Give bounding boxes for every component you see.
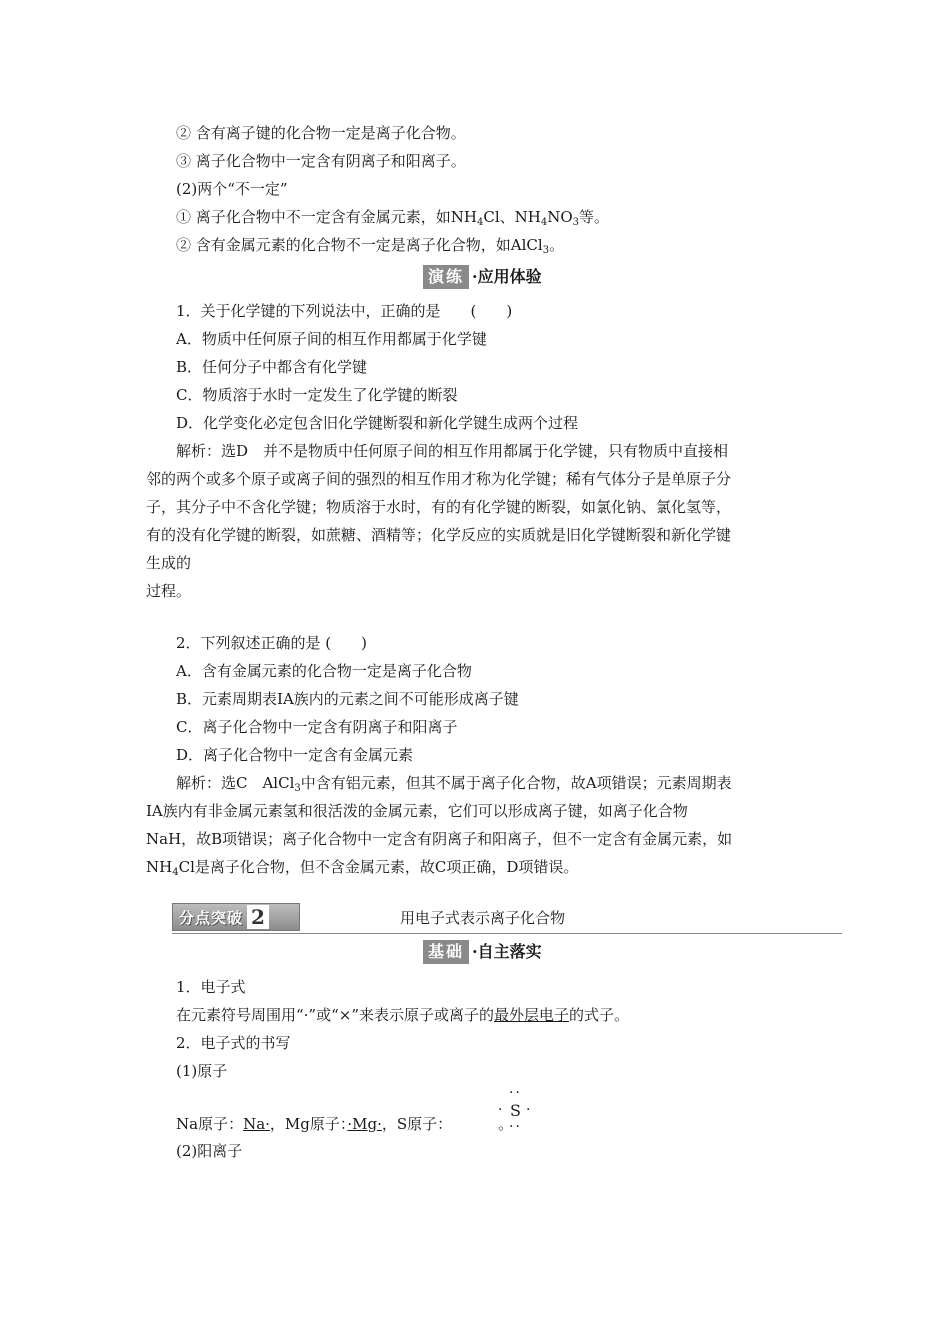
section-number: 2 [247,905,269,929]
text-fragment: 。 [549,236,565,254]
subscript: 4 [540,217,548,228]
text-fragment: NH [146,858,173,876]
section-title: 用电子式表示离子化合物 [400,909,566,927]
na-label: Na原子： [176,1115,244,1133]
end-mark: 。 [498,1115,514,1133]
content-heading: 1．电子式 [176,978,246,996]
option-c: C．离子化合物中一定含有阴离子和阳离子 [176,718,458,736]
explanation-line: 子，其分子中不含化学键；物质溶于水时，有的有化学键的断裂，如氯化钠、氯化氢等， [146,498,732,516]
explanation-line: 有的没有化学键的断裂，如蔗糖、酒精等；化学反应的实质就是旧化学键断裂和新化学键 [146,526,732,544]
explanation-line [176,773,732,799]
atom-formulas [176,1114,513,1134]
subscript: 3 [542,245,550,256]
mg-label: ，Mg原子： [269,1115,348,1133]
text-line: (2)两个“不一定” [176,180,288,198]
explanation-line: 过程。 [146,582,192,600]
text-fragment: ① 离子化合物中不一定含有金属元素，如NH [176,208,477,226]
option-a: A．含有金属元素的化合物一定是离子化合物 [176,662,472,680]
na-formula: Na· [243,1115,270,1133]
content-heading: 2．电子式的书写 [176,1034,291,1052]
explanation-line: 解析：选D 并不是物质中任何原子间的相互作用都属于化学键，只有物质中直接相 [176,442,729,460]
practice-heading [423,265,542,289]
text-fragment: 解析：选C AlCl [176,774,295,792]
section-banner-label: 分点突破 [179,908,244,927]
basics-heading [423,940,542,964]
s-label: ，S原子： [381,1115,453,1133]
text-fragment: Cl是离子化合物，但不含金属元素，故C项正确，D项错误。 [178,858,579,876]
basics-badge: 基础 [423,940,469,964]
text-fragment: 在元素符号周围用“·”或“×”来表示原子或离子的 [176,1006,495,1024]
subscript: 3 [572,217,580,228]
option-a: A．物质中任何原子间的相互作用都属于化学键 [176,330,487,348]
question-stem: 2．下列叙述正确的是 ( ) [176,634,368,652]
explanation-line: NaH，故B项错误；离子化合物中一定含有阴离子和阳离子，但不一定含有金属元素，如 [146,830,733,848]
explanation-line [146,857,578,883]
text-line: ③ 离子化合物中一定含有阴离子和阳离子。 [176,152,466,170]
subscript: 4 [172,867,179,878]
text-fragment: ② 含有金属元素的化合物不一定是离子化合物，如AlCl [176,236,543,254]
explanation-line: 邻的两个或多个原子或离子间的强烈的相互作用才称为化学键；稀有气体分子是单原子分 [146,470,732,488]
subscript: 3 [294,783,301,794]
text-line: ② 含有离子键的化合物一定是离子化合物。 [176,124,466,142]
subscript: 4 [476,217,484,228]
text-fragment: 的式子。 [569,1006,630,1024]
practice-badge: 演练 [423,265,469,289]
basics-title: ·自主落实 [472,942,542,961]
section-divider [172,933,842,934]
text-fragment: 等。 [579,208,610,226]
content-heading: (2)阳离子 [176,1142,243,1160]
content-paragraph [176,1005,629,1025]
s-symbol: S [510,1101,521,1120]
s-dots-top: ·· [509,1085,522,1101]
text-fragment: 中含有铝元素，但其不属于离子化合物，故A项错误；元素周期表 [300,774,732,792]
s-dot-left: · [498,1102,505,1118]
text-line [176,235,564,261]
s-dots-bottom: ·· [509,1119,522,1135]
option-c: C．物质溶于水时一定发生了化学键的断裂 [176,386,458,404]
content-heading: (1)原子 [176,1062,228,1080]
explanation-line: ⅠA族内有非金属元素氢和很活泼的金属元素，它们可以形成离子键，如离子化合物 [146,802,688,820]
text-fragment: NO [547,208,573,226]
option-d: D．离子化合物中一定含有金属元素 [176,746,414,764]
mg-formula: ·Mg· [347,1115,382,1133]
s-dot-right: · [526,1102,533,1118]
text-line [176,207,609,233]
practice-title: ·应用体验 [472,267,542,286]
section-banner [172,903,300,931]
option-b: B．任何分子中都含有化学键 [176,358,368,376]
underlined-answer: 最外层电子 [494,1006,570,1024]
explanation-line: 生成的 [146,554,192,572]
text-fragment: Cl、NH [483,208,541,226]
option-b: B．元素周期表ⅠA族内的元素之间不可能形成离子键 [176,690,519,708]
option-d: D．化学变化必定包含旧化学键断裂和新化学键生成两个过程 [176,414,579,432]
question-stem: 1．关于化学键的下列说法中，正确的是 ( ) [176,302,513,320]
